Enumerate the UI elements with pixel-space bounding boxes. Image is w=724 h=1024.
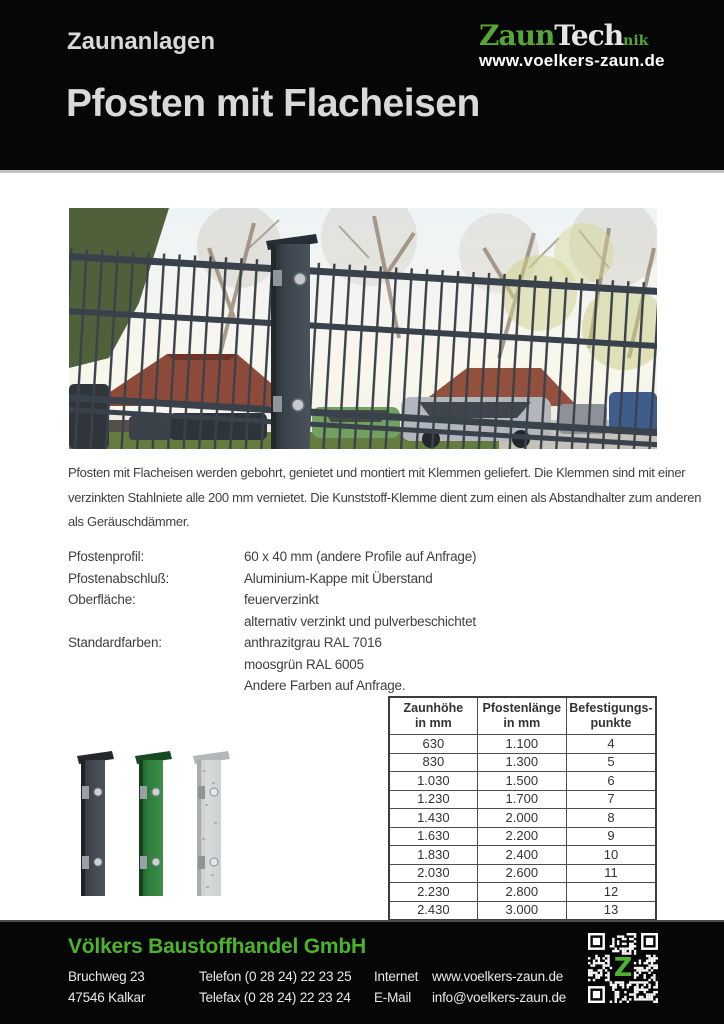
- section-label: Zaunanlagen: [67, 28, 216, 55]
- website-url: www.voelkers-zaun.de: [432, 969, 564, 984]
- table-row: [389, 790, 656, 809]
- table-cell: 9: [566, 827, 656, 846]
- header-line: Pfostenlänge: [482, 701, 562, 715]
- spec-row: [68, 675, 568, 697]
- table-cell: 2.600: [477, 864, 566, 883]
- spec-value: Aluminium-Kappe mit Überstand: [244, 570, 433, 586]
- table-cell: 2.030: [389, 864, 477, 883]
- table-cell: 8: [566, 809, 656, 828]
- table-cell: 2.430: [389, 901, 477, 920]
- phone-number: Telefon (0 28 24) 22 23 25: [199, 969, 352, 984]
- header-band: [0, 0, 724, 173]
- logo-part-tech: Tech: [554, 19, 624, 52]
- table-cell: 2.230: [389, 883, 477, 902]
- spec-row: [68, 568, 568, 590]
- table-cell: 630: [389, 735, 477, 754]
- footer-address: [68, 967, 145, 1008]
- spec-label: [68, 675, 244, 697]
- header-line: in mm: [414, 716, 452, 730]
- table-row: [389, 809, 656, 828]
- spec-value: feuerverzinkt: [244, 592, 319, 607]
- table-header-zaunhoehe: [389, 697, 477, 735]
- table-row: [389, 883, 656, 902]
- post-galvanized: [193, 751, 230, 896]
- spec-row: [68, 632, 568, 654]
- spec-label: Pfostenprofil:: [68, 549, 144, 564]
- internet-label: Internet: [374, 969, 419, 984]
- table-row: [389, 772, 656, 791]
- header-line: Befestigungs-: [569, 701, 653, 715]
- table-row: [389, 846, 656, 865]
- intro-line: als Geräuschdämmer.: [68, 514, 190, 529]
- table-cell: 2.400: [477, 846, 566, 865]
- company-name: Völkers Baustoffhandel GmbH: [68, 935, 366, 958]
- table-cell: 1.100: [477, 735, 566, 754]
- table-cell: 10: [566, 846, 656, 865]
- table-cell: 3.000: [477, 901, 566, 920]
- spec-value: alternativ verzinkt und pulverbeschichtet: [244, 613, 476, 629]
- table-cell: 1.700: [477, 790, 566, 809]
- spec-value: 60 x 40 mm (andere Profile auf Anfrage): [244, 549, 477, 564]
- page-title: Pfosten mit Flacheisen: [66, 82, 480, 125]
- table-cell: 7: [566, 790, 656, 809]
- logo-wordmark: [479, 19, 665, 52]
- table-row: [389, 901, 656, 920]
- table-cell: 1.430: [389, 809, 477, 828]
- table-cell: 11: [566, 864, 656, 883]
- table-cell: 12: [566, 883, 656, 902]
- table-row: [389, 864, 656, 883]
- qr-center-letter: Z: [613, 951, 633, 982]
- table-cell: 1.030: [389, 772, 477, 791]
- post-moss-green: [135, 751, 172, 896]
- table-cell: 2.000: [477, 809, 566, 828]
- table-header-befestigungspunkte: [566, 697, 656, 735]
- spec-label: Standardfarben:: [68, 635, 162, 650]
- table-header-row: [389, 697, 656, 735]
- spec-label: Pfostenabschluß:: [68, 570, 170, 586]
- spec-row: [68, 546, 568, 568]
- footer-phone: [199, 967, 351, 1008]
- intro-paragraph: [68, 461, 708, 535]
- spec-value: moosgrün RAL 6005: [244, 656, 364, 672]
- table-cell: 830: [389, 753, 477, 772]
- logo-website: www.voelkers-zaun.de: [479, 51, 665, 70]
- logo-part-nik: nik: [623, 33, 649, 49]
- table-cell: 1.230: [389, 790, 477, 809]
- spec-row: [68, 611, 568, 633]
- email-label: E-Mail: [374, 989, 412, 1005]
- footer-band: [0, 920, 724, 1024]
- table-cell: 1.500: [477, 772, 566, 791]
- fence-photo: [69, 208, 657, 449]
- email-address: info@voelkers-zaun.de: [432, 989, 567, 1005]
- posts-color-samples: [60, 742, 236, 900]
- intro-line: verzinkten Stahlniete alle 200 mm vernietet. Die Kunststoff-Klemme dient zum einen als Abstandhalter zum anderen: [68, 489, 702, 505]
- table-row: [389, 753, 656, 772]
- table-cell: 1.630: [389, 827, 477, 846]
- logo-part-zaun: Zaun: [479, 19, 555, 52]
- spec-row: [68, 589, 568, 611]
- intro-line: Pfosten mit Flacheisen werden gebohrt, genietet und montiert mit Klemmen geliefert. Die Klemmen sind mit einer: [68, 465, 686, 480]
- header-line: in mm: [503, 716, 541, 730]
- header-line: Zaunhöhe: [403, 701, 464, 715]
- table-row: [389, 735, 656, 754]
- spec-value: anthrazitgrau RAL 7016: [244, 635, 382, 650]
- spec-label: [68, 611, 244, 633]
- header-line: punkte: [590, 716, 632, 730]
- spec-value: Andere Farben auf Anfrage.: [244, 678, 406, 693]
- footer-online: [374, 967, 566, 1008]
- table-cell: 1.300: [477, 753, 566, 772]
- table-header-pfostenlaenge: [477, 697, 566, 735]
- table-cell: 2.200: [477, 827, 566, 846]
- size-table: [388, 696, 657, 921]
- table-cell: 1.830: [389, 846, 477, 865]
- table-cell: 4: [566, 735, 656, 754]
- table-cell: 13: [566, 901, 656, 920]
- spec-label: [68, 654, 244, 676]
- table-cell: 6: [566, 772, 656, 791]
- address-city: 47546 Kalkar: [68, 989, 146, 1005]
- qr-code: [588, 932, 658, 1004]
- company-logo: [479, 19, 665, 70]
- table-cell: 5: [566, 753, 656, 772]
- table-cell: 2.800: [477, 883, 566, 902]
- fax-number: Telefax (0 28 24) 22 23 24: [199, 989, 351, 1005]
- table-row: [389, 827, 656, 846]
- internet-row: [374, 967, 566, 988]
- spec-list: [68, 546, 568, 697]
- email-row: [374, 988, 566, 1009]
- spec-row: [68, 654, 568, 676]
- post-anthracite: [77, 751, 114, 896]
- address-street: Bruchweg 23: [68, 969, 145, 984]
- spec-label: Oberfläche:: [68, 592, 136, 607]
